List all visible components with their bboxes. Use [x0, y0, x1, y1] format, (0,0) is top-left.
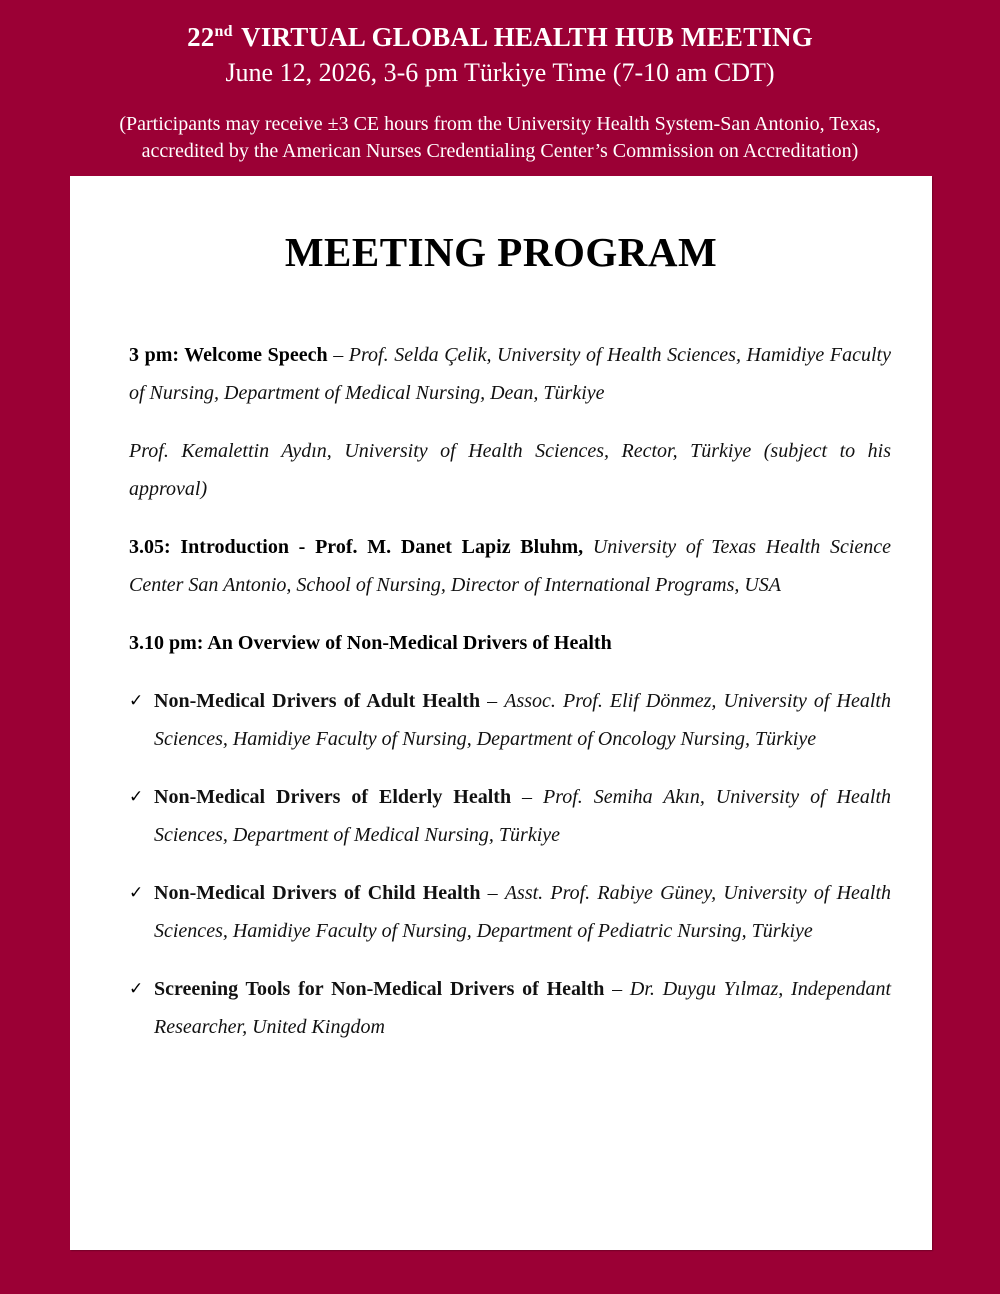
topic-speaker: Dr. Duygu Yılmaz, Independant Researcher, United Kingdom [154, 978, 892, 1038]
session-overview [129, 624, 891, 662]
session-speaker: Prof. Kemalettin Aydın, University of Health Sciences, Rector, Türkiye (subject to his approval) [129, 440, 891, 500]
topic-title: Non-Medical Drivers of Child Health [154, 882, 481, 904]
session-introduction [129, 528, 891, 604]
session-welcome [129, 336, 891, 412]
meeting-date-time: June 12, 2026, 3-6 pm Türkiye Time (7-10 am CDT) [225, 58, 775, 87]
topic-item [129, 778, 891, 854]
session-time-title: 3.05: Introduction - Prof. M. Danet Lapiz Bluhm, [129, 536, 584, 558]
topic-speaker: Asst. Prof. Rabiye Güney, University of Health Sciences, Hamidiye Faculty of Nursing, Department of Pediatric Nursing, Türkiye [154, 882, 892, 942]
checkmark-icon: ✓ [129, 883, 144, 902]
ce-hours-note [0, 111, 1000, 165]
session-time-title: 3 pm: Welcome Speech [129, 344, 328, 366]
program-content [129, 336, 891, 1066]
separator: – [604, 978, 630, 1000]
topic-title: Screening Tools for Non-Medical Drivers of Health [154, 978, 605, 1000]
separator: – [511, 786, 543, 808]
meeting-ordinal-suffix: nd [214, 23, 233, 40]
checkmark-icon: ✓ [129, 787, 144, 806]
separator: – [480, 882, 505, 904]
ce-note-line-2: accredited by the American Nurses Credentialing Center’s Commission on Accreditation) [141, 140, 859, 162]
session-speaker: University of Texas Health Science Center San Antonio, School of Nursing, Director of International Programs, USA [129, 536, 892, 596]
meeting-title [0, 22, 1000, 53]
separator [583, 536, 593, 558]
program-panel [70, 176, 932, 1250]
meeting-ordinal: 22 [187, 22, 215, 52]
session-speaker: Prof. Selda Çelik, University of Health Sciences, Hamidiye Faculty of Nursing, Department of Medical Nursing, Dean, Türkiye [129, 344, 891, 404]
topic-title: Non-Medical Drivers of Elderly Health [154, 786, 512, 808]
meeting-title-text: VIRTUAL GLOBAL HEALTH HUB MEETING [241, 22, 813, 52]
separator: – [327, 344, 349, 366]
separator: – [480, 690, 505, 712]
topic-item [129, 874, 891, 950]
program-title: MEETING PROGRAM [284, 229, 718, 275]
session-rector [129, 432, 891, 508]
checkmark-icon: ✓ [129, 691, 144, 710]
checkmark-icon: ✓ [129, 979, 144, 998]
ce-note-line-1: (Participants may receive ±3 CE hours from the University Health System-San Antonio, Texas, [119, 113, 881, 135]
topic-title: Non-Medical Drivers of Adult Health [154, 690, 481, 712]
topic-item [129, 970, 891, 1046]
topic-speaker: Prof. Semiha Akın, University of Health Sciences, Department of Medical Nursing, Türkiye [154, 786, 892, 846]
session-time-title: 3.10 pm: An Overview of Non-Medical Drivers of Health [129, 632, 612, 654]
topic-speaker: Assoc. Prof. Elif Dönmez, University of Health Sciences, Hamidiye Faculty of Nursing, Department of Oncology Nursing, Türkiye [154, 690, 891, 750]
topic-item [129, 682, 891, 758]
